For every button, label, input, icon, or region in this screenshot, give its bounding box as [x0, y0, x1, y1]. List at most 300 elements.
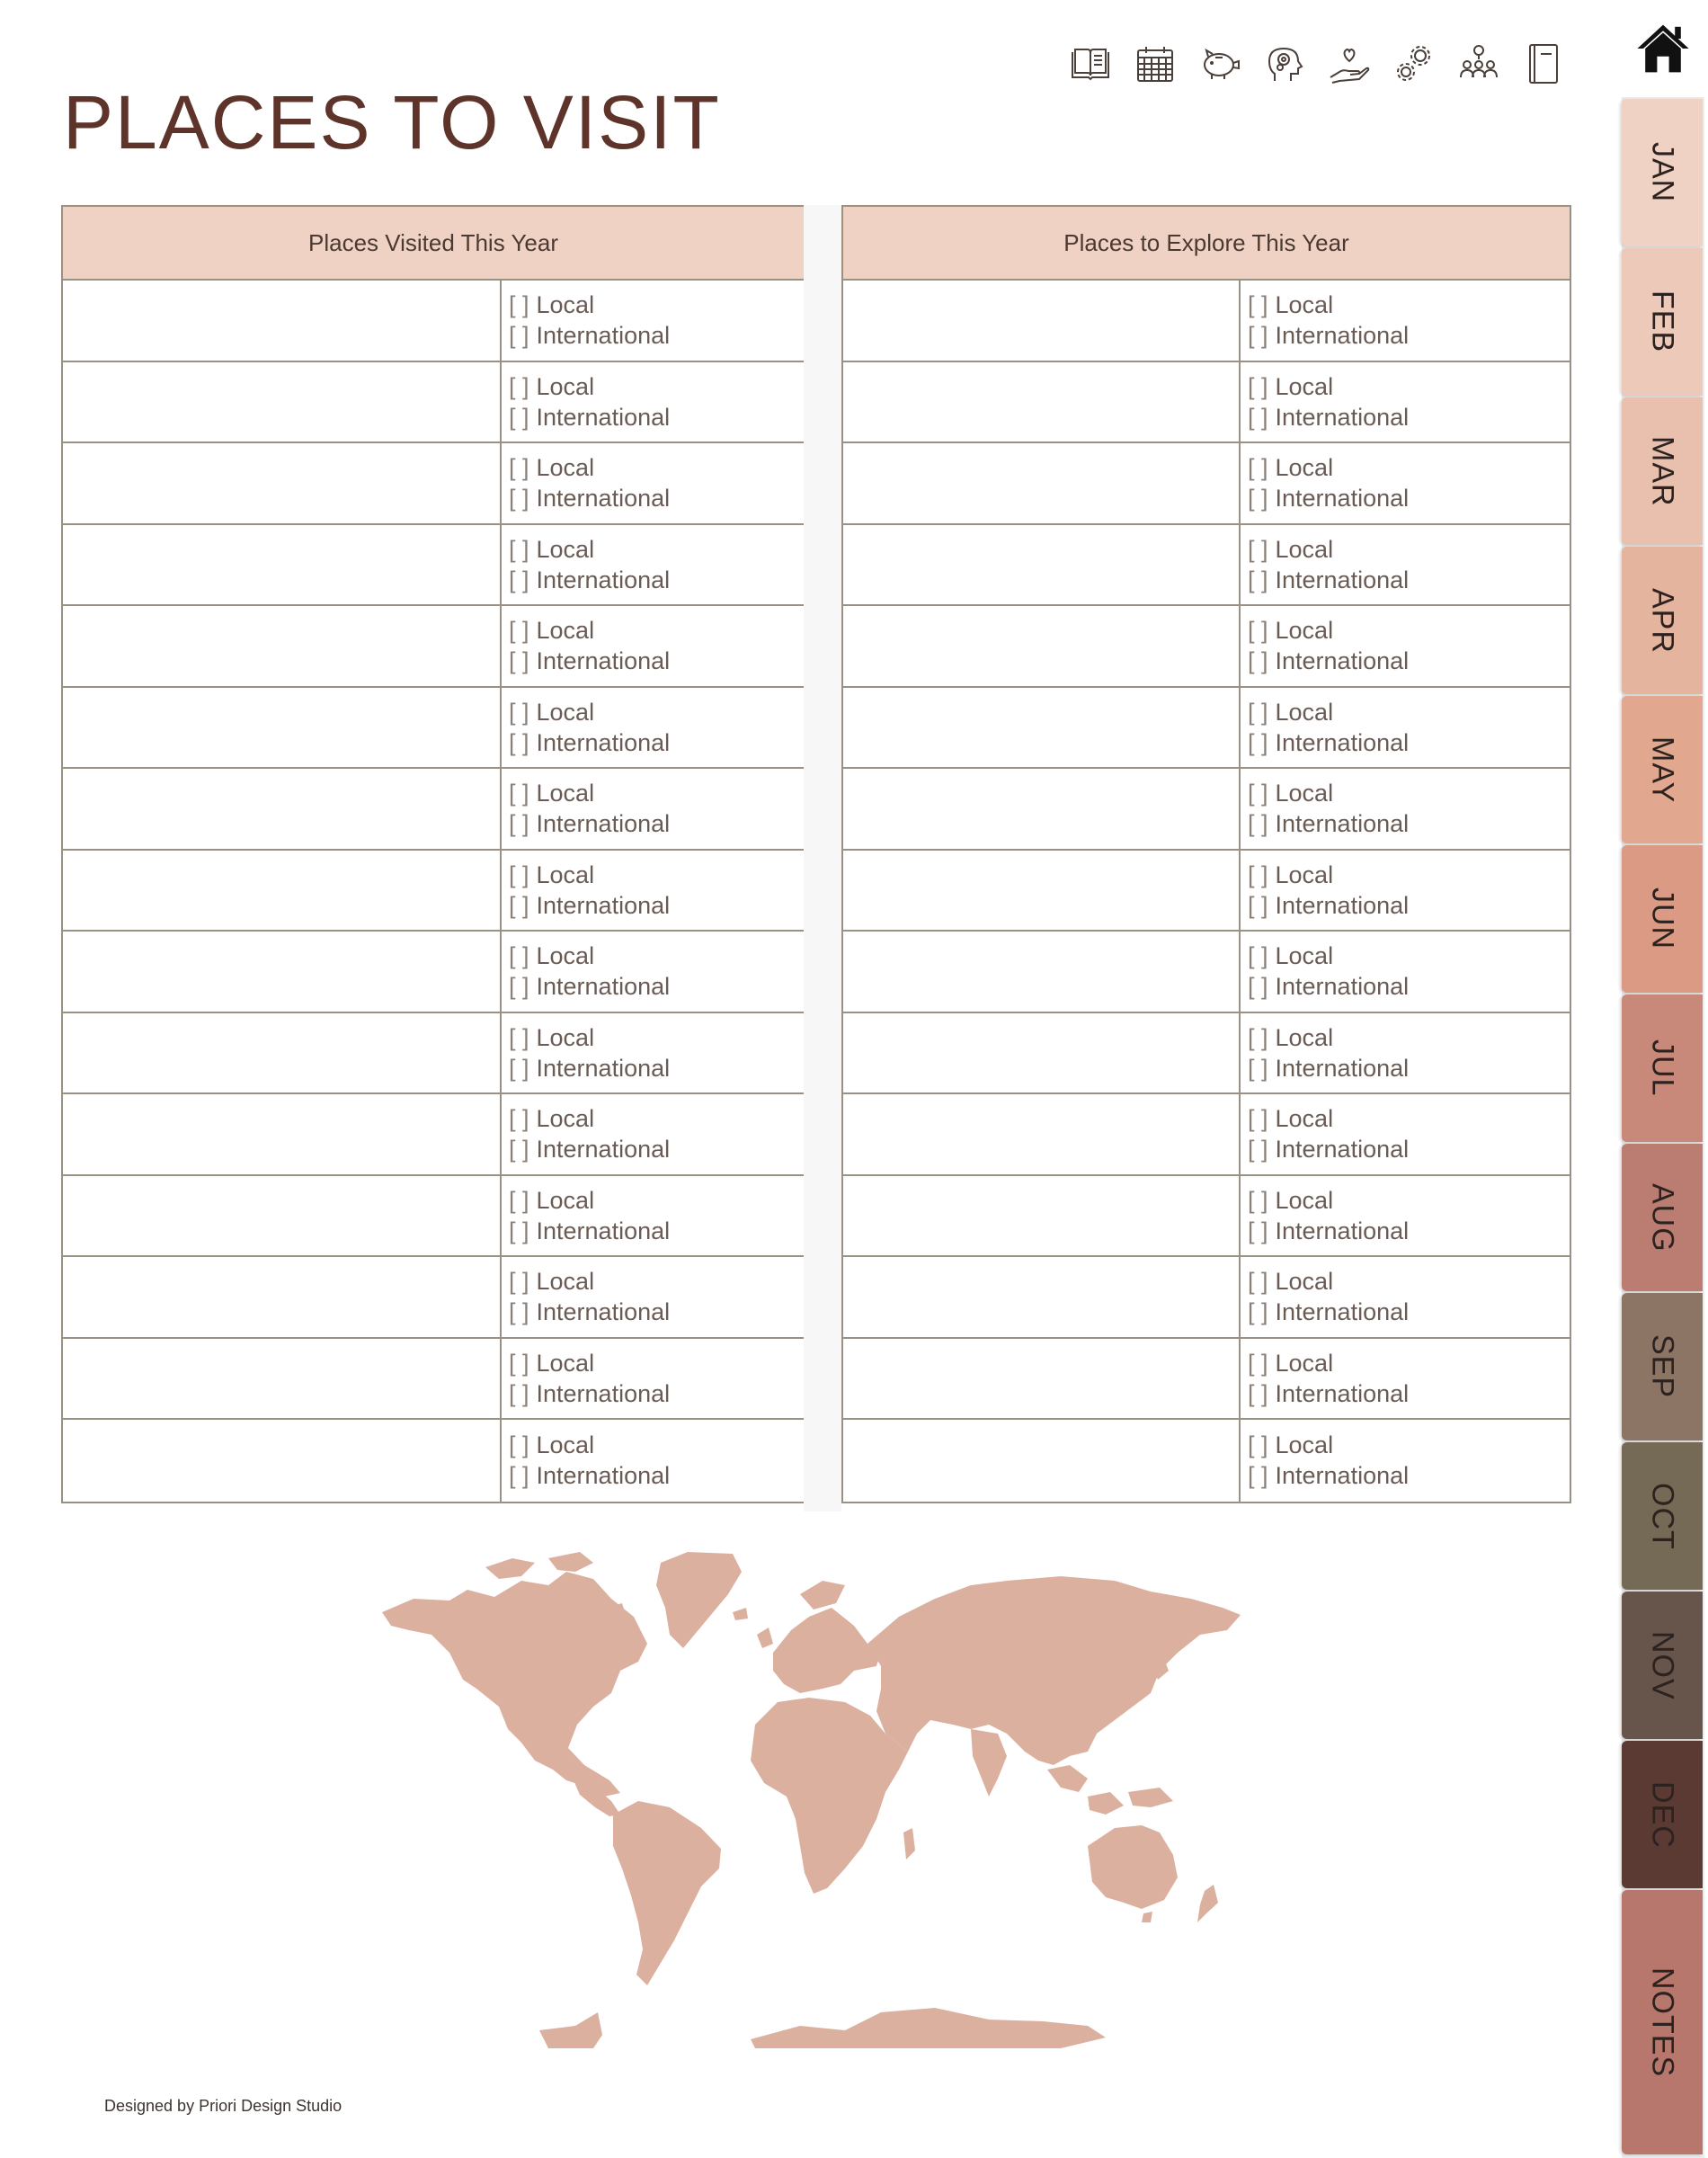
explore-local-checkbox[interactable]	[1248, 1185, 1570, 1216]
local-label: Local	[536, 942, 595, 970]
international-label: International	[536, 647, 671, 675]
local-label: Local	[536, 1268, 595, 1296]
international-label: International	[536, 1298, 671, 1326]
international-label: International	[536, 1054, 671, 1082]
tab-may[interactable]	[1622, 696, 1703, 843]
explore-place-name-cell[interactable]	[843, 1257, 1241, 1337]
international-label: International	[536, 1462, 671, 1490]
explore-row	[843, 281, 1570, 362]
checkbox-glyph: [ ]	[1248, 698, 1268, 726]
visited-place-name-cell[interactable]	[63, 281, 502, 361]
explore-local-checkbox[interactable]	[1248, 452, 1570, 483]
places-to-explore-header: Places to Explore This Year	[843, 207, 1570, 281]
book-icon[interactable]	[1068, 34, 1113, 94]
international-label: International	[1275, 403, 1410, 431]
explore-place-name-cell[interactable]	[843, 606, 1241, 686]
checkbox-glyph: [ ]	[1248, 861, 1268, 888]
visited-options-cell	[502, 851, 804, 931]
explore-place-name-cell[interactable]	[843, 362, 1241, 442]
international-label: International	[536, 1136, 671, 1164]
local-label: Local	[536, 372, 595, 400]
international-label: International	[1275, 485, 1410, 513]
local-label: Local	[1275, 861, 1334, 888]
checkbox-glyph: [ ]	[509, 891, 529, 919]
explore-options-cell	[1241, 851, 1570, 931]
tab-label: NOV	[1645, 1630, 1680, 1700]
visited-options-cell	[502, 1013, 804, 1093]
visited-local-checkbox[interactable]	[509, 1430, 804, 1460]
local-label: Local	[536, 617, 595, 645]
visited-place-name-cell[interactable]	[63, 1094, 502, 1174]
visited-place-name-cell[interactable]	[63, 1339, 502, 1419]
international-label: International	[536, 403, 671, 431]
explore-place-name-cell[interactable]	[843, 1339, 1241, 1419]
checkbox-glyph: [ ]	[1248, 485, 1268, 513]
explore-place-name-cell[interactable]	[843, 851, 1241, 931]
checkbox-glyph: [ ]	[1248, 372, 1268, 400]
tab-label: JUN	[1645, 887, 1680, 950]
checkbox-glyph: [ ]	[509, 1217, 529, 1244]
visited-row	[63, 281, 804, 362]
checkbox-glyph: [ ]	[1248, 728, 1268, 756]
home-tab[interactable]	[1622, 0, 1704, 97]
explore-international-checkbox[interactable]	[1248, 565, 1570, 595]
visited-options-cell	[502, 769, 804, 849]
international-label: International	[536, 1217, 671, 1244]
explore-options-cell	[1241, 606, 1570, 686]
explore-row	[843, 1257, 1570, 1339]
local-label: Local	[1275, 1349, 1334, 1377]
visited-options-cell	[502, 281, 804, 361]
explore-international-checkbox[interactable]	[1248, 646, 1570, 676]
visited-local-checkbox[interactable]	[509, 1185, 804, 1216]
checkbox-glyph: [ ]	[1248, 1023, 1268, 1051]
visited-local-checkbox[interactable]	[509, 697, 804, 727]
explore-options-cell	[1241, 525, 1570, 605]
checkbox-glyph: [ ]	[509, 1105, 529, 1133]
visited-place-name-cell[interactable]	[63, 1176, 502, 1256]
local-label: Local	[536, 291, 595, 319]
visited-options-cell	[502, 688, 804, 768]
international-label: International	[536, 322, 671, 350]
visited-place-name-cell[interactable]	[63, 525, 502, 605]
explore-international-checkbox[interactable]	[1248, 808, 1570, 839]
explore-place-name-cell[interactable]	[843, 443, 1241, 523]
explore-local-checkbox[interactable]	[1248, 778, 1570, 808]
home-icon	[1633, 19, 1693, 78]
visited-place-name-cell[interactable]	[63, 606, 502, 686]
explore-options-cell	[1241, 362, 1570, 442]
visited-options-cell	[502, 932, 804, 1012]
calendar-icon[interactable]	[1133, 34, 1178, 94]
visited-place-name-cell[interactable]	[63, 769, 502, 849]
visited-local-checkbox[interactable]	[509, 452, 804, 483]
explore-row	[843, 1013, 1570, 1095]
tab-label: MAR	[1645, 435, 1680, 507]
explore-options-cell	[1241, 1420, 1570, 1502]
local-label: Local	[536, 1431, 595, 1459]
places-visited-rows	[63, 281, 804, 1502]
visited-local-checkbox[interactable]	[509, 615, 804, 646]
explore-international-checkbox[interactable]	[1248, 1460, 1570, 1491]
explore-international-checkbox[interactable]	[1248, 890, 1570, 921]
visited-options-cell	[502, 1176, 804, 1256]
local-label: Local	[1275, 1105, 1334, 1133]
explore-place-name-cell[interactable]	[843, 1176, 1241, 1256]
page-title: PLACES TO VISIT	[63, 80, 721, 165]
checkbox-glyph: [ ]	[509, 535, 529, 563]
visited-place-name-cell[interactable]	[63, 362, 502, 442]
month-tab-bar	[1622, 0, 1704, 2158]
visited-options-cell	[502, 362, 804, 442]
explore-international-checkbox[interactable]	[1248, 320, 1570, 351]
checkbox-glyph: [ ]	[1248, 1298, 1268, 1326]
explore-options-cell	[1241, 769, 1570, 849]
checkbox-glyph: [ ]	[1248, 810, 1268, 838]
local-label: Local	[1275, 1431, 1334, 1459]
international-label: International	[1275, 728, 1410, 756]
visited-local-checkbox[interactable]	[509, 290, 804, 320]
checkbox-glyph: [ ]	[1248, 891, 1268, 919]
visited-options-cell	[502, 443, 804, 523]
explore-place-name-cell[interactable]	[843, 281, 1241, 361]
checkbox-glyph: [ ]	[1248, 1054, 1268, 1082]
tab-label: OCT	[1645, 1482, 1680, 1550]
visited-row	[63, 1339, 804, 1421]
explore-row	[843, 443, 1570, 525]
checkbox-glyph: [ ]	[1248, 454, 1268, 482]
local-label: Local	[1275, 617, 1334, 645]
checkbox-glyph: [ ]	[509, 322, 529, 350]
checkbox-glyph: [ ]	[1248, 1268, 1268, 1296]
local-label: Local	[1275, 1023, 1334, 1051]
explore-row	[843, 769, 1570, 851]
checkbox-glyph: [ ]	[509, 942, 529, 970]
checkbox-glyph: [ ]	[1248, 1217, 1268, 1244]
tab-label: FEB	[1645, 290, 1680, 353]
visited-row	[63, 443, 804, 525]
explore-international-checkbox[interactable]	[1248, 483, 1570, 513]
checkbox-glyph: [ ]	[509, 1431, 529, 1459]
local-label: Local	[1275, 454, 1334, 482]
tab-label: SEP	[1645, 1334, 1680, 1399]
explore-place-name-cell[interactable]	[843, 688, 1241, 768]
checkbox-glyph: [ ]	[509, 728, 529, 756]
visited-row	[63, 932, 804, 1013]
tab-sep[interactable]	[1622, 1293, 1703, 1440]
explore-options-cell	[1241, 688, 1570, 768]
visited-row	[63, 769, 804, 851]
explore-options-cell	[1241, 443, 1570, 523]
visited-local-checkbox[interactable]	[509, 1266, 804, 1297]
tab-feb[interactable]	[1622, 248, 1703, 396]
visited-local-checkbox[interactable]	[509, 941, 804, 971]
local-label: Local	[1275, 780, 1334, 807]
places-to-explore-rows	[843, 281, 1570, 1502]
explore-options-cell	[1241, 1013, 1570, 1093]
visited-local-checkbox[interactable]	[509, 1348, 804, 1378]
tab-jan[interactable]	[1622, 99, 1703, 246]
local-label: Local	[1275, 1268, 1334, 1296]
explore-options-cell	[1241, 1257, 1570, 1337]
explore-local-checkbox[interactable]	[1248, 371, 1570, 402]
visited-row	[63, 1257, 804, 1339]
checkbox-glyph: [ ]	[509, 1379, 529, 1407]
visited-row	[63, 1094, 804, 1176]
tab-mar[interactable]	[1622, 397, 1703, 545]
tab-aug[interactable]	[1622, 1144, 1703, 1291]
visited-row	[63, 362, 804, 444]
explore-row	[843, 1420, 1570, 1502]
explore-local-checkbox[interactable]	[1248, 1022, 1570, 1053]
footer-credit: Designed by Priori Design Studio	[104, 2097, 342, 2115]
explore-international-checkbox[interactable]	[1248, 1297, 1570, 1327]
tab-label: JUL	[1645, 1039, 1680, 1097]
international-label: International	[536, 485, 671, 513]
hand-heart-icon[interactable]	[1327, 34, 1372, 94]
nav-icon-bar	[1068, 34, 1566, 94]
gears-icon[interactable]	[1392, 34, 1437, 94]
explore-place-name-cell[interactable]	[843, 1094, 1241, 1174]
explore-international-checkbox[interactable]	[1248, 402, 1570, 432]
explore-local-checkbox[interactable]	[1248, 941, 1570, 971]
explore-local-checkbox[interactable]	[1248, 1103, 1570, 1134]
explore-row	[843, 1339, 1570, 1421]
checkbox-glyph: [ ]	[1248, 1186, 1268, 1214]
visited-row	[63, 525, 804, 607]
tab-notes[interactable]	[1622, 1890, 1703, 2154]
explore-international-checkbox[interactable]	[1248, 1134, 1570, 1164]
checkbox-glyph: [ ]	[509, 1349, 529, 1377]
explore-local-checkbox[interactable]	[1248, 860, 1570, 890]
checkbox-glyph: [ ]	[509, 1186, 529, 1214]
checkbox-glyph: [ ]	[1248, 780, 1268, 807]
people-icon[interactable]	[1456, 34, 1501, 94]
explore-international-checkbox[interactable]	[1248, 1053, 1570, 1083]
explore-local-checkbox[interactable]	[1248, 534, 1570, 565]
checkbox-glyph: [ ]	[509, 454, 529, 482]
local-label: Local	[1275, 698, 1334, 726]
explore-options-cell	[1241, 281, 1570, 361]
world-map	[378, 1545, 1250, 2048]
visited-international-checkbox[interactable]	[509, 1134, 804, 1164]
places-visited-table	[61, 205, 805, 1503]
checkbox-glyph: [ ]	[1248, 535, 1268, 563]
explore-local-checkbox[interactable]	[1248, 697, 1570, 727]
local-label: Local	[1275, 1186, 1334, 1214]
international-label: International	[1275, 973, 1410, 1001]
checkbox-glyph: [ ]	[509, 372, 529, 400]
visited-local-checkbox[interactable]	[509, 860, 804, 890]
visited-international-checkbox[interactable]	[509, 808, 804, 839]
explore-international-checkbox[interactable]	[1248, 971, 1570, 1002]
explore-options-cell	[1241, 1339, 1570, 1419]
international-label: International	[1275, 1462, 1410, 1490]
international-label: International	[1275, 647, 1410, 675]
explore-place-name-cell[interactable]	[843, 769, 1241, 849]
international-label: International	[1275, 1136, 1410, 1164]
visited-international-checkbox[interactable]	[509, 320, 804, 351]
visited-international-checkbox[interactable]	[509, 1297, 804, 1327]
explore-options-cell	[1241, 1094, 1570, 1174]
local-label: Local	[536, 1105, 595, 1133]
tab-oct[interactable]	[1622, 1442, 1703, 1590]
visited-row	[63, 851, 804, 932]
visited-row	[63, 1013, 804, 1095]
visited-international-checkbox[interactable]	[509, 483, 804, 513]
visited-place-name-cell[interactable]	[63, 851, 502, 931]
explore-local-checkbox[interactable]	[1248, 615, 1570, 646]
tab-label: JAN	[1645, 142, 1680, 203]
explore-row	[843, 688, 1570, 770]
notebook-icon[interactable]	[1521, 34, 1566, 94]
tab-apr[interactable]	[1622, 547, 1703, 694]
international-label: International	[1275, 1054, 1410, 1082]
local-label: Local	[536, 780, 595, 807]
visited-international-checkbox[interactable]	[509, 565, 804, 595]
visited-international-checkbox[interactable]	[509, 1216, 804, 1246]
checkbox-glyph: [ ]	[509, 1462, 529, 1490]
visited-row	[63, 606, 804, 688]
visited-place-name-cell[interactable]	[63, 932, 502, 1012]
visited-options-cell	[502, 525, 804, 605]
local-label: Local	[536, 535, 595, 563]
local-label: Local	[1275, 372, 1334, 400]
explore-local-checkbox[interactable]	[1248, 1266, 1570, 1297]
visited-options-cell	[502, 1420, 804, 1502]
explore-options-cell	[1241, 932, 1570, 1012]
international-label: International	[536, 728, 671, 756]
visited-place-name-cell[interactable]	[63, 688, 502, 768]
visited-international-checkbox[interactable]	[509, 971, 804, 1002]
checkbox-glyph: [ ]	[509, 698, 529, 726]
explore-place-name-cell[interactable]	[843, 1013, 1241, 1093]
tab-nov[interactable]	[1622, 1592, 1703, 1739]
international-label: International	[536, 810, 671, 838]
explore-local-checkbox[interactable]	[1248, 290, 1570, 320]
visited-row	[63, 1420, 804, 1502]
tab-label: MAY	[1645, 736, 1680, 804]
table-spacer	[804, 205, 841, 1511]
tab-label: AUG	[1645, 1182, 1680, 1253]
visited-international-checkbox[interactable]	[509, 890, 804, 921]
explore-place-name-cell[interactable]	[843, 525, 1241, 605]
visited-international-checkbox[interactable]	[509, 1053, 804, 1083]
explore-international-checkbox[interactable]	[1248, 1378, 1570, 1409]
visited-place-name-cell[interactable]	[63, 443, 502, 523]
checkbox-glyph: [ ]	[509, 485, 529, 513]
checkbox-glyph: [ ]	[1248, 566, 1268, 593]
international-label: International	[1275, 566, 1410, 593]
visited-place-name-cell[interactable]	[63, 1013, 502, 1093]
checkbox-glyph: [ ]	[509, 1023, 529, 1051]
checkbox-glyph: [ ]	[1248, 1136, 1268, 1164]
visited-local-checkbox[interactable]	[509, 371, 804, 402]
explore-row	[843, 362, 1570, 444]
international-label: International	[1275, 322, 1410, 350]
checkbox-glyph: [ ]	[509, 291, 529, 319]
local-label: Local	[1275, 291, 1334, 319]
visited-row	[63, 1176, 804, 1258]
visited-local-checkbox[interactable]	[509, 1022, 804, 1053]
international-label: International	[536, 891, 671, 919]
explore-row	[843, 525, 1570, 607]
visited-international-checkbox[interactable]	[509, 1460, 804, 1491]
checkbox-glyph: [ ]	[509, 647, 529, 675]
international-label: International	[536, 566, 671, 593]
checkbox-glyph: [ ]	[509, 861, 529, 888]
checkbox-glyph: [ ]	[1248, 1462, 1268, 1490]
checkbox-glyph: [ ]	[509, 973, 529, 1001]
international-label: International	[1275, 1379, 1410, 1407]
local-label: Local	[536, 1349, 595, 1377]
international-label: International	[536, 1379, 671, 1407]
explore-row	[843, 932, 1570, 1013]
checkbox-glyph: [ ]	[509, 1054, 529, 1082]
visited-options-cell	[502, 1339, 804, 1419]
checkbox-glyph: [ ]	[509, 403, 529, 431]
visited-local-checkbox[interactable]	[509, 778, 804, 808]
explore-local-checkbox[interactable]	[1248, 1430, 1570, 1460]
visited-local-checkbox[interactable]	[509, 1103, 804, 1134]
tab-label: DEC	[1645, 1780, 1680, 1849]
visited-options-cell	[502, 1257, 804, 1337]
checkbox-glyph: [ ]	[1248, 942, 1268, 970]
tab-label: NOTES	[1645, 1966, 1680, 2078]
explore-row	[843, 1176, 1570, 1258]
local-label: Local	[536, 454, 595, 482]
mind-icon[interactable]	[1262, 34, 1307, 94]
local-label: Local	[536, 1186, 595, 1214]
piggy-bank-icon[interactable]	[1197, 34, 1242, 94]
international-label: International	[536, 973, 671, 1001]
international-label: International	[1275, 891, 1410, 919]
explore-place-name-cell[interactable]	[843, 932, 1241, 1012]
explore-options-cell	[1241, 1176, 1570, 1256]
tab-jun[interactable]	[1622, 845, 1703, 993]
visited-international-checkbox[interactable]	[509, 727, 804, 758]
visited-international-checkbox[interactable]	[509, 402, 804, 432]
checkbox-glyph: [ ]	[1248, 1431, 1268, 1459]
local-label: Local	[536, 861, 595, 888]
checkbox-glyph: [ ]	[1248, 1105, 1268, 1133]
explore-place-name-cell[interactable]	[843, 1420, 1241, 1502]
visited-local-checkbox[interactable]	[509, 534, 804, 565]
international-label: International	[1275, 1298, 1410, 1326]
visited-row	[63, 688, 804, 770]
local-label: Local	[1275, 535, 1334, 563]
visited-international-checkbox[interactable]	[509, 1378, 804, 1409]
checkbox-glyph: [ ]	[1248, 322, 1268, 350]
visited-place-name-cell[interactable]	[63, 1420, 502, 1502]
tab-dec[interactable]	[1622, 1741, 1703, 1888]
visited-place-name-cell[interactable]	[63, 1257, 502, 1337]
checkbox-glyph: [ ]	[1248, 403, 1268, 431]
checkbox-glyph: [ ]	[1248, 291, 1268, 319]
explore-row	[843, 851, 1570, 932]
visited-international-checkbox[interactable]	[509, 646, 804, 676]
checkbox-glyph: [ ]	[509, 780, 529, 807]
checkbox-glyph: [ ]	[1248, 647, 1268, 675]
tab-jul[interactable]	[1622, 994, 1703, 1142]
local-label: Local	[1275, 942, 1334, 970]
explore-local-checkbox[interactable]	[1248, 1348, 1570, 1378]
checkbox-glyph: [ ]	[1248, 973, 1268, 1001]
international-label: International	[1275, 1217, 1410, 1244]
checkbox-glyph: [ ]	[1248, 1379, 1268, 1407]
explore-international-checkbox[interactable]	[1248, 727, 1570, 758]
explore-international-checkbox[interactable]	[1248, 1216, 1570, 1246]
